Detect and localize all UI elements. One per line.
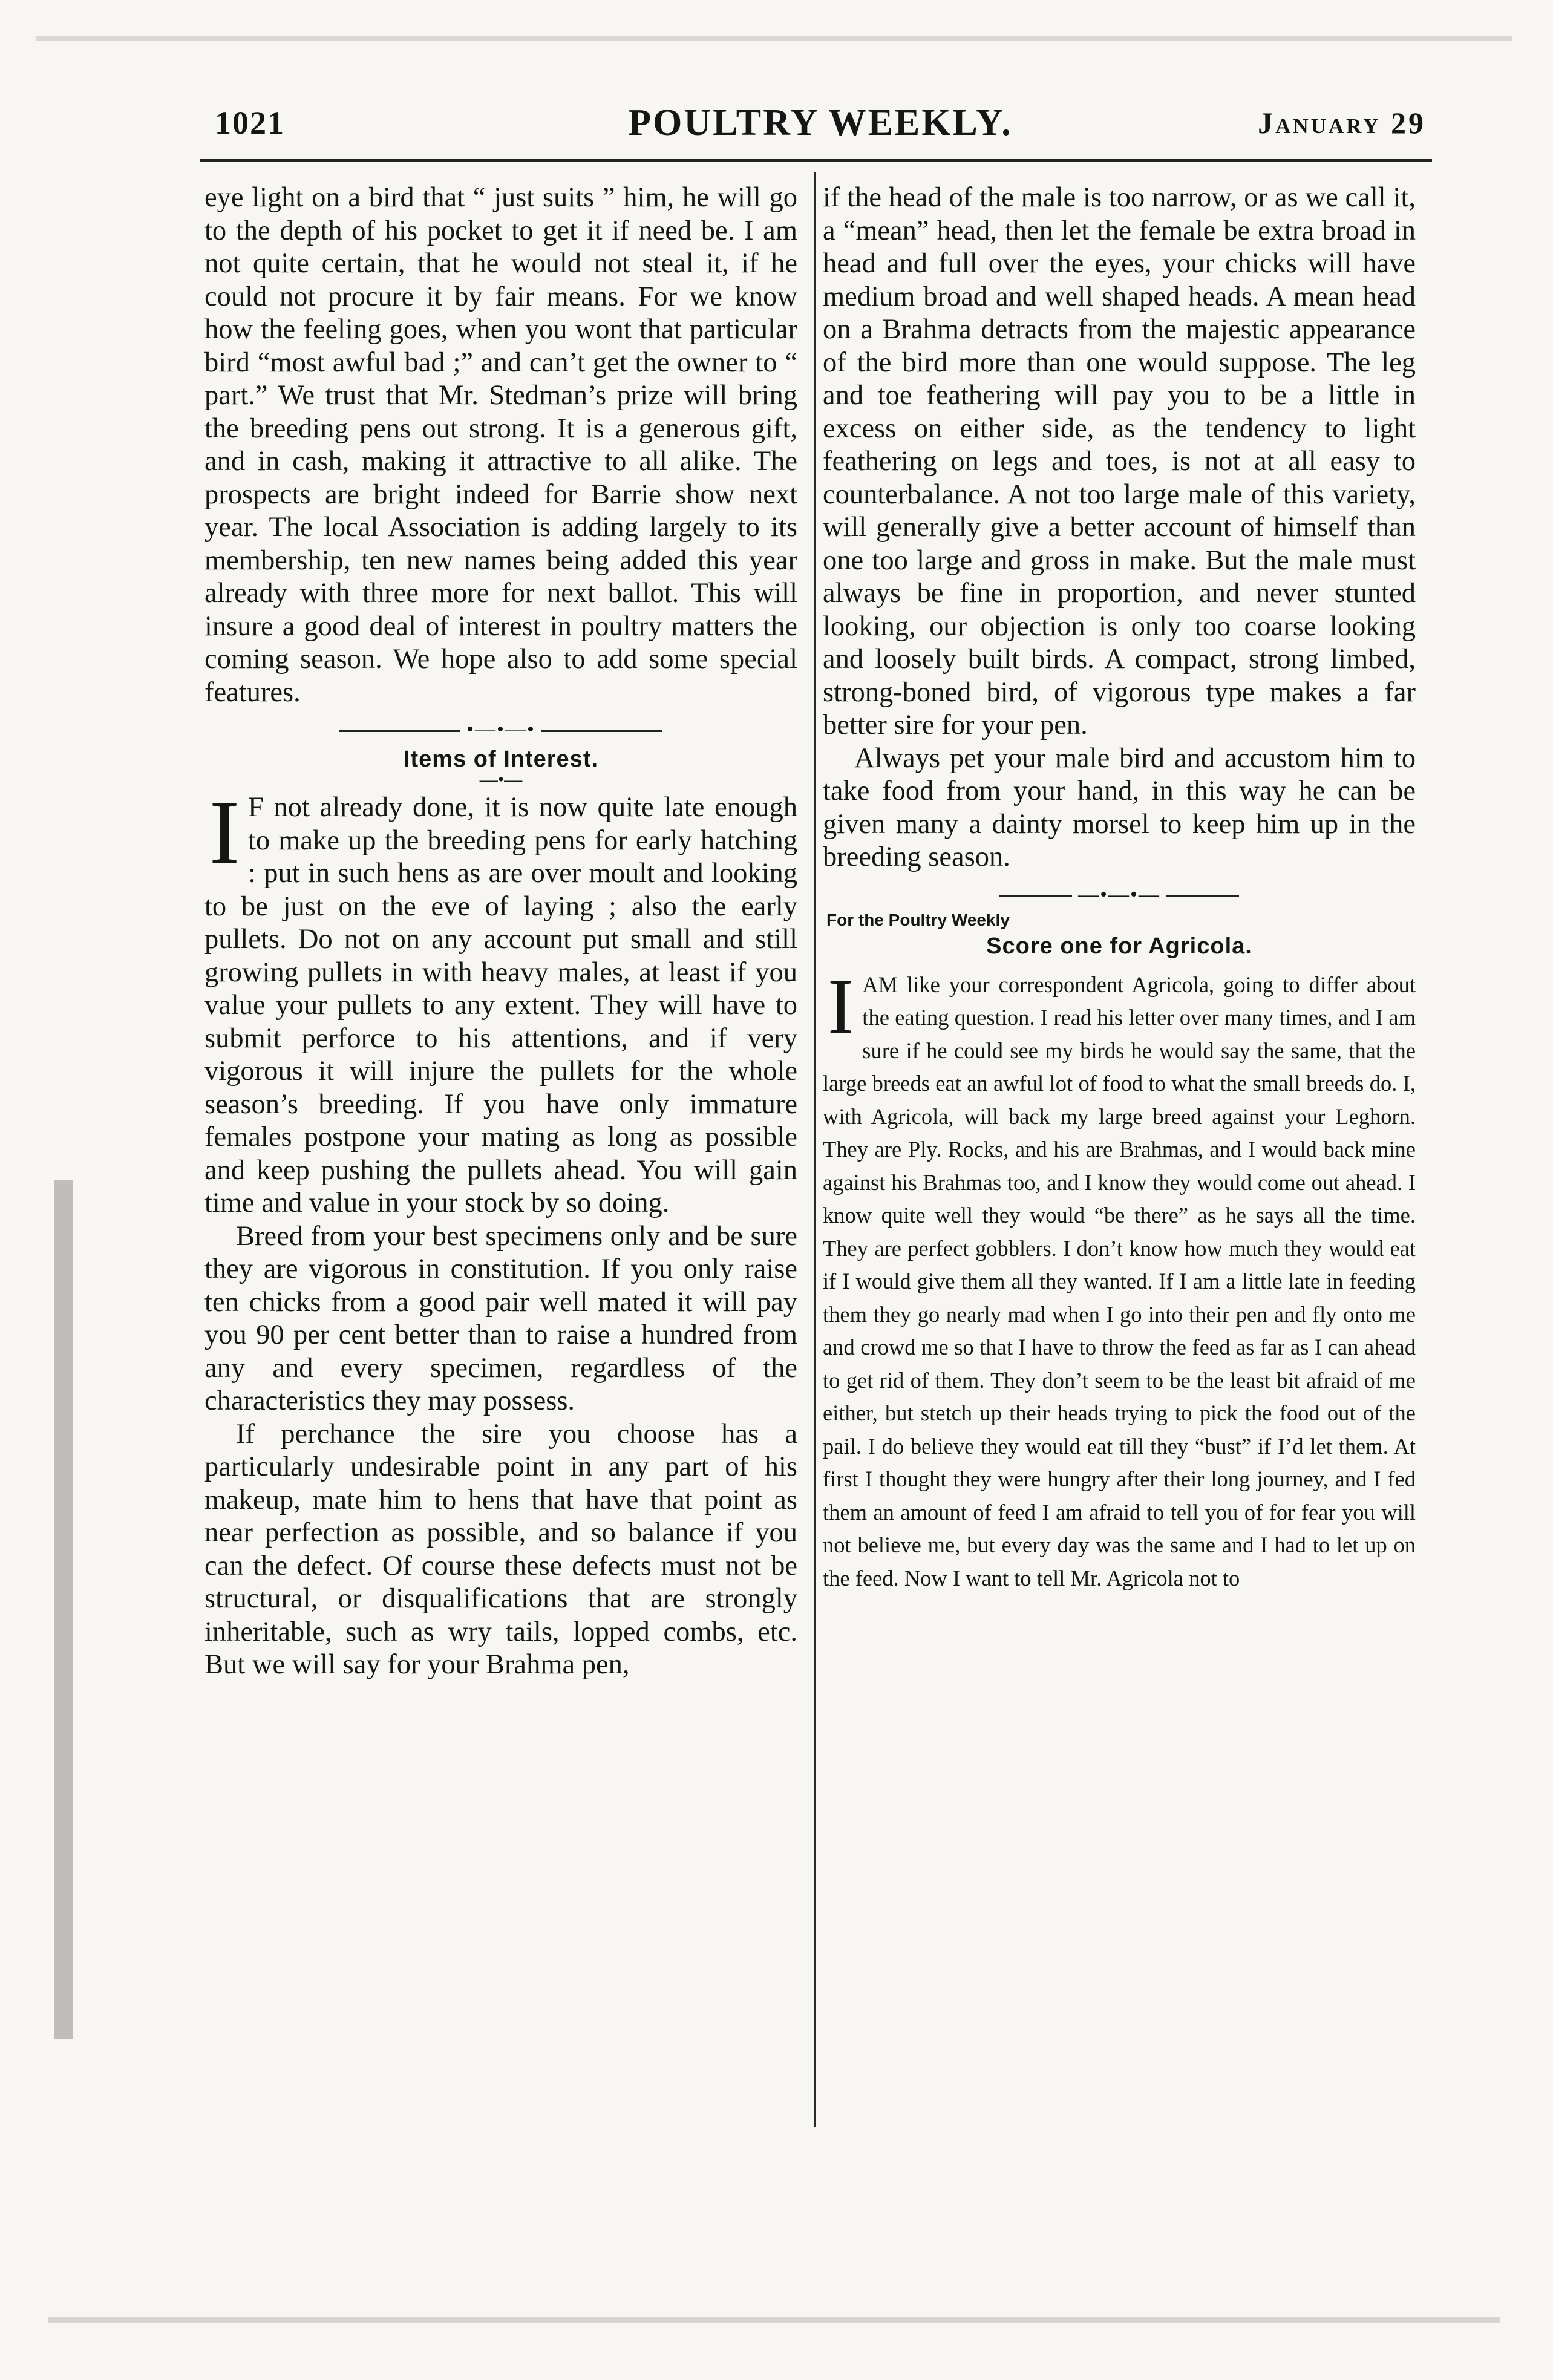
drop-cap: I [209,782,240,883]
print-noise-top [36,36,1512,41]
left-column [204,181,797,1682]
article-ornament: —•—•— [823,883,1416,907]
publication-title: POULTRY WEEKLY. [628,102,1013,143]
page-number: 1021 [215,105,285,141]
items-paragraph-1: I F not already done, it is now quite late enough to make up the breeding pens for early hatching : put in such hens as are over moult and looking to be just on the eve of laying ; also the early pullets. Do not on any account put small and still growing pullets in with heavy males, at least if you value your pullets to any extent. They will have to submit perforce to his attentions, and if very vigorous it will injure the pullets for the whole season’s breeding. If you have only immature females postpone your mating as long as possible and keep pushing the pullets ahead. You will gain time and value in your stock by so doing. [204,782,797,1218]
continued-paragraph: if the head of the male is too narrow, or as we call it, a “mean” head, then let the female be extra broad in head and full over the eyes, your chicks will have medium broad and well shaped heads. A mean head on a Brahma detracts from the majestic appearance of the bird more than one would suppose. The leg and toe feathering will pay you to be a little in excess on either side, as the tendency to light feathering on legs and toes, is not at all easy to counterbalance. A not too large male of this variety, will generally give a better account of himself than one too large and gross in make. But the male must always be fine in proportion, and never stunted looking, our objection is only too coarse looking and loosely built birds. A compact, strong limbed, strong-boned bird, of vigorous type makes a far better sire for your pen. [823,182,1416,740]
items-paragraph-3: If perchance the sire you choose has a particularly undesirable point in any part of his makeup, mate him to hens that have that point as near perfection as possible, and so balance if you can the defect. Of course these defects must not be structural, or disqualifications that are strongly inheritable, such as wry tails, lopped combs, etc. But we will say for your Brahma pen, [204,1418,797,1680]
column-divider [814,172,816,2127]
right-column [823,181,1416,1595]
letter-text: IAM like your correspondent Agricola, going to differ about the eating question. I read his letter over many times, and I am sure if he could see my birds he would say the same, that the large breeds eat an awful lot of food to what the small breeds do. I, with Agricola, will back my large breed against your Leghorn. They are Ply. Rocks, and his are Brahmas, and I would back mine against his Brahmas too, and I know they would come out ahead. I know quite well they would “be there” as he says all the time. They are perfect gobblers. I don’t know how much they would eat if I would give them all they wanted. If I am a little late in feeding them they go nearly mad when I go into their pen and fly onto me and crowd me so that I have to throw the feed as far as I can ahead to get rid of them. They don’t seem to be the least bit afraid of me either, but stetch up their heads trying to pick the food out of the pail. I do believe they would eat till they “bust” if I’d let them. At first I thought they were hungry after their long journey, and I fed them an amount of feed I am afraid to tell you of for fear you will not believe me, but every day was the same and I had to let up on the feed. Now I want to tell Mr. Agricola not to [823,963,1416,1590]
print-noise-left-margin [54,1180,73,2039]
print-noise-bottom [48,2317,1500,2323]
section-ornament: •—•—• [204,718,797,742]
heading-dash: —•— [479,770,523,790]
intro-paragraph: eye light on a bird that “ just suits ” him, he will go to the depth of his pocket to get it if need be. I am not quite certain, that he would not steal it, if he could not procure it by fair means. For we know how the feeling goes, when you wont that particular bird “most awful bad ;” and can’t get the owner to “ part.” We trust that Mr. Stedman’s prize will bring the breeding pens out strong. It is a generous gift, and in cash, making it attractive to all alike. The prospects are bright indeed for Barrie show next year. The local Association is adding largely to its membership, ten new names being added this year already with three more for next ballot. This will insure a good deal of interest in poultry matters the coming season. We hope also to add some special features. [204,182,797,708]
byline: For the Poultry Weekly [826,910,1010,929]
header-rule [200,159,1432,162]
letter-heading: Score one for Agricola. [986,933,1252,959]
letter-drop-cap: I [828,963,854,1050]
section-heading: Items of Interest. [403,747,599,772]
items-paragraph-2: Breed from your best specimens only and be sure they are vigorous in constitution. If you only raise ten chicks from a good pair well mated it will pay you 90 per cent better than to raise a hundred from any and every specimen, regardless of the characteristics they may possess. [204,1220,797,1416]
issue-date: January 29 [1258,106,1426,140]
pet-paragraph: Always pet your male bird and accustom him to take food from your hand, in this way he can be given many a dainty morsel to keep him up in the breeding season. [823,742,1416,872]
page-header [215,102,1426,150]
